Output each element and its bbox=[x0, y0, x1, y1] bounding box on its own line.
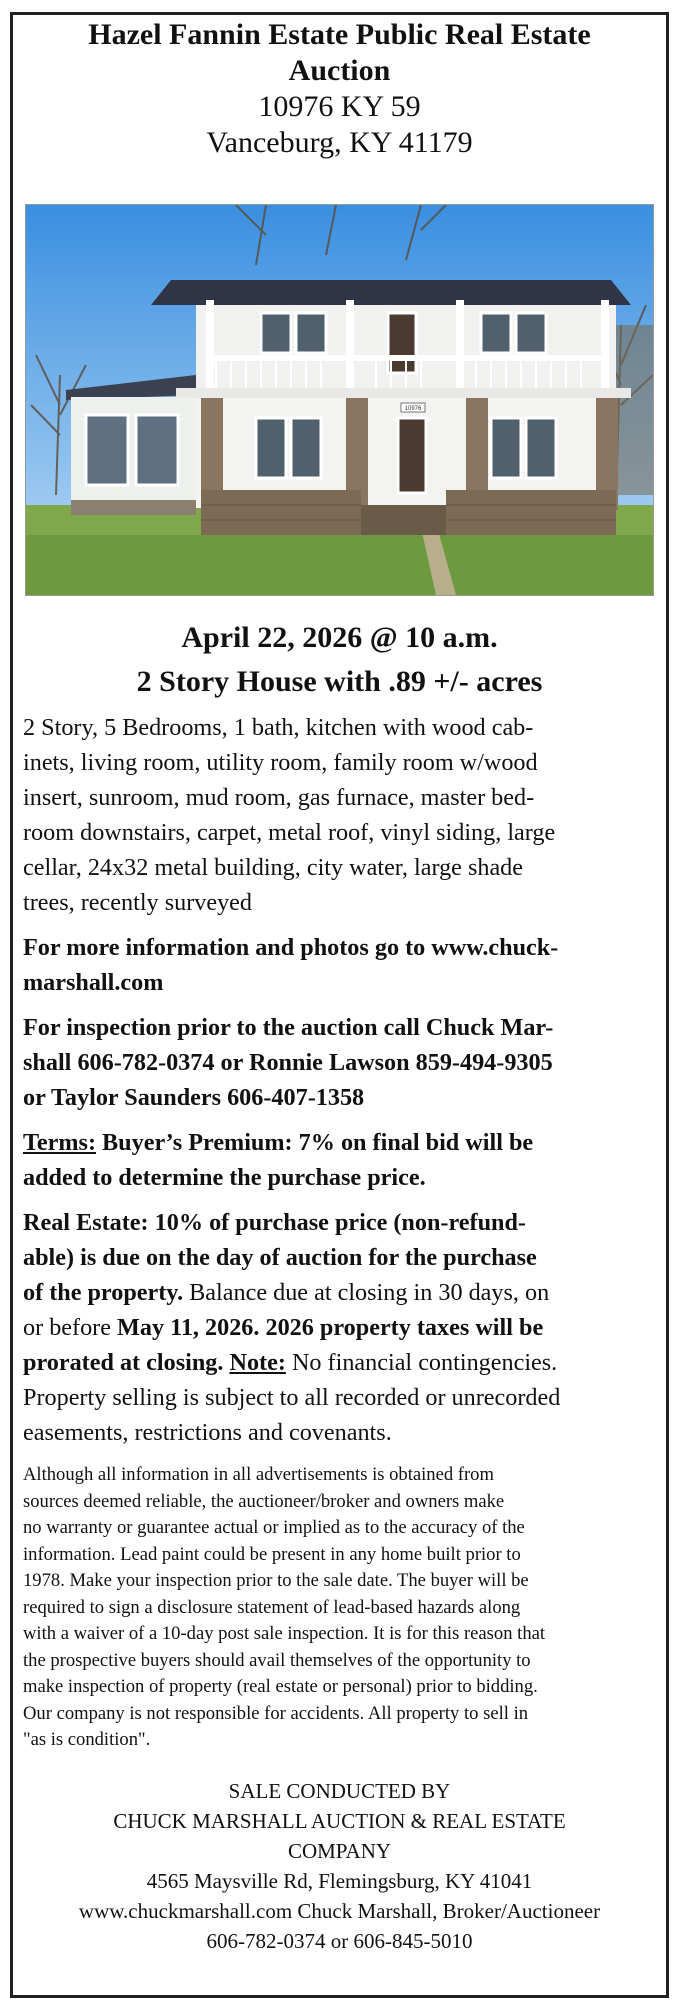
house-photo bbox=[25, 204, 654, 596]
flyer-body bbox=[13, 610, 666, 1956]
auction-company-name: COMPANY bbox=[287, 1838, 392, 1863]
terms-text: Buyer’s Premium: 7% on final bid will be bbox=[96, 1129, 534, 1156]
description-line: 2 Story, 5 Bedrooms, 1 bath, kitchen with wood cab- bbox=[23, 714, 534, 741]
disclaimer-line: information. Lead paint could be present in any home built prior to bbox=[23, 1543, 521, 1565]
property-city: Vanceburg, KY 41179 bbox=[206, 126, 473, 159]
description-line: insert, sunroom, mud room, gas furnace, master bed- bbox=[23, 784, 535, 811]
real-estate-line: Real Estate: 10% of purchase price (non-refund- bbox=[23, 1209, 526, 1236]
more-info bbox=[23, 930, 656, 1000]
description-line: inets, living room, utility room, family room w/wood bbox=[23, 749, 538, 776]
closing-date: May 11, 2026. 2026 property taxes will be bbox=[117, 1314, 544, 1341]
property-street: 10976 KY 59 bbox=[258, 90, 421, 123]
real-estate-bold: of the property. bbox=[23, 1279, 184, 1306]
company-address: 4565 Maysville Rd, Flemingsburg, KY 41041 bbox=[146, 1868, 533, 1893]
inspection-line: For inspection prior to the auction call Chuck Mar- bbox=[23, 1014, 554, 1041]
more-info-line: For more information and photos go to www.chuck- bbox=[23, 934, 559, 961]
real-estate-line: Property selling is subject to all recorded or unrecorded bbox=[23, 1384, 561, 1411]
disclaimer-line: Although all information in all advertisements is obtained from bbox=[23, 1464, 494, 1485]
auctioneer-footer bbox=[13, 1776, 666, 1956]
inspection-line: or Taylor Saunders 606-407-1358 bbox=[23, 1084, 365, 1111]
more-info-line: marshall.com bbox=[23, 969, 164, 996]
disclaimer-line: make inspection of property (real estate or personal) prior to bidding. bbox=[23, 1676, 538, 1697]
property-description bbox=[23, 710, 656, 920]
real-estate-line: able) is due on the day of auction for the purchase bbox=[23, 1244, 537, 1271]
inspection-line: shall 606-782-0374 or Ronnie Lawson 859-494-9305 bbox=[23, 1049, 553, 1076]
auction-flyer bbox=[10, 12, 669, 1998]
auction-company-name: CHUCK MARSHALL AUCTION & REAL ESTATE bbox=[113, 1808, 566, 1833]
disclaimer-line: 1978. Make your inspection prior to the sale date. The buyer will be bbox=[23, 1570, 529, 1591]
real-estate-text: or before bbox=[23, 1314, 118, 1341]
disclaimer-line: Our company is not responsible for accidents. All property to sell in bbox=[23, 1702, 529, 1724]
terms-section bbox=[23, 1125, 656, 1195]
disclaimer-line: no warranty or guarantee actual or implied as to the accuracy of the bbox=[23, 1517, 525, 1538]
company-phones: 606-782-0374 or 606-845-5010 bbox=[206, 1928, 473, 1953]
inspection-info bbox=[23, 1010, 656, 1115]
house-number-sign: 10976 bbox=[404, 406, 422, 412]
flyer-title-line2: Auction bbox=[288, 54, 391, 87]
disclaimer-line: required to sign a disclosure statement of lead-based hazards along bbox=[23, 1596, 521, 1618]
legal-disclaimer bbox=[23, 1462, 656, 1754]
auction-date: April 22, 2026 @ 10 a.m. bbox=[181, 621, 498, 654]
real-estate-text: Balance due at closing in 30 days, on bbox=[183, 1279, 550, 1306]
disclaimer-line: sources deemed reliable, the auctioneer/broker and owners make bbox=[23, 1490, 505, 1512]
flyer-title-line1: Hazel Fannin Estate Public Real Estate bbox=[88, 18, 591, 51]
disclaimer-line: the prospective buyers should avail themselves of the opportunity to bbox=[23, 1649, 531, 1671]
description-line: trees, recently surveyed bbox=[23, 889, 253, 916]
terms-line: added to determine the purchase price. bbox=[23, 1164, 426, 1191]
real-estate-line: easements, restrictions and covenants. bbox=[23, 1419, 392, 1446]
real-estate-terms bbox=[23, 1205, 656, 1450]
description-line: cellar, 24x32 metal building, city water, large shade bbox=[23, 854, 524, 881]
terms-label: Terms: bbox=[23, 1129, 96, 1156]
real-estate-bold: prorated at closing. bbox=[23, 1349, 224, 1376]
property-headline: 2 Story House with .89 +/- acres bbox=[136, 665, 543, 698]
real-estate-text: No financial contingencies. bbox=[285, 1349, 558, 1376]
company-website: www.chuckmarshall.com Chuck Marshall, Broker/Auctioneer bbox=[78, 1898, 601, 1923]
disclaimer-line: with a waiver of a 10-day post sale inspection. It is for this reason that bbox=[23, 1623, 546, 1644]
description-line: room downstairs, carpet, metal roof, vinyl siding, large bbox=[23, 819, 556, 846]
flyer-header bbox=[13, 15, 666, 161]
note-label: Note: bbox=[229, 1349, 286, 1376]
footer-line: SALE CONDUCTED BY bbox=[228, 1778, 451, 1803]
disclaimer-line: "as is condition". bbox=[23, 1729, 151, 1750]
